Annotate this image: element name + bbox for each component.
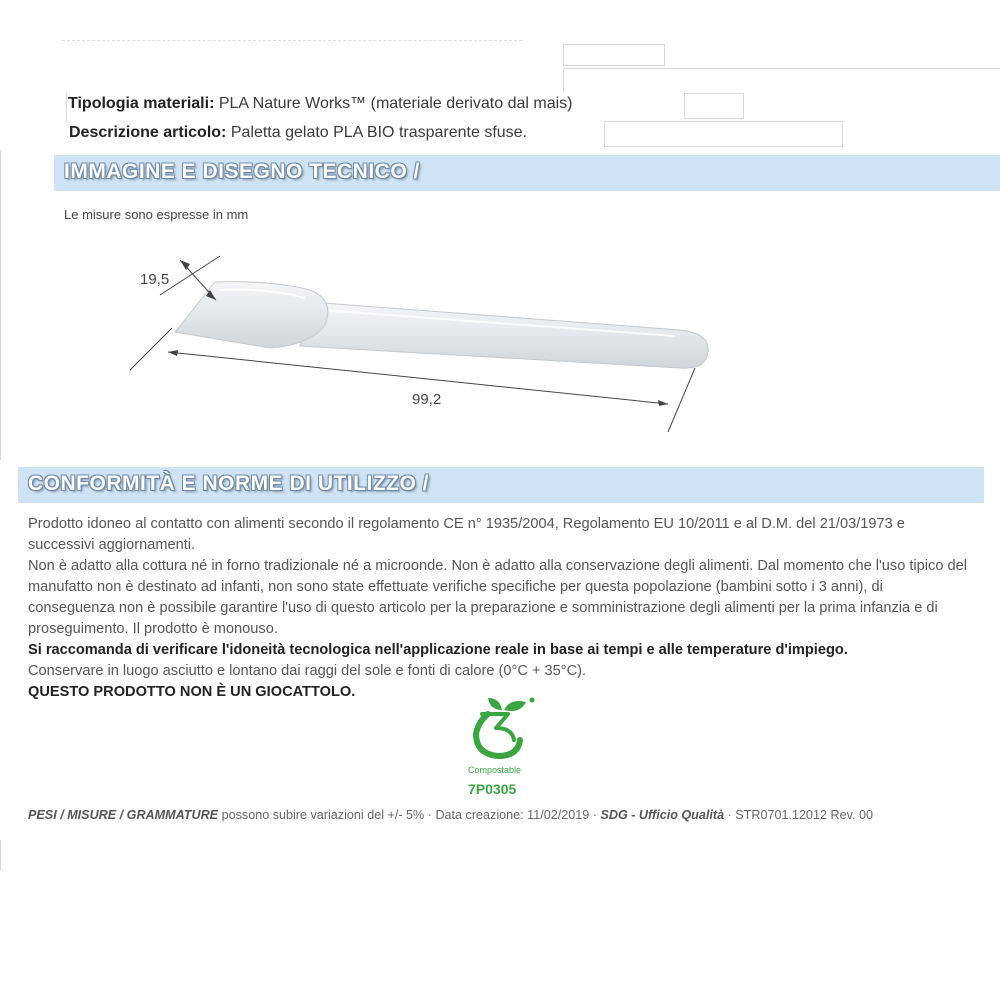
spoon-illustration (175, 282, 708, 369)
left-margin-line (66, 92, 67, 122)
conformity-paragraph: Conservare in luogo asciutto e lontano dai raggi del sole e fonti di calore (0°C + 35°C). (28, 663, 587, 679)
conformity-paragraph: Prodotto idoneo al contatto con alimenti secondo il regolamento CE n° 1935/2004, Regolamento EU 10/2011 e al D.M. del 21/03/1973 e successivi aggiornamenti. (28, 516, 905, 553)
footer-quality-office: SDG - Ufficio Qualità (600, 808, 725, 822)
material-label: Tipologia materiali: (68, 95, 215, 112)
logo-caption: Compostable (468, 765, 522, 775)
technical-drawing (120, 240, 720, 440)
conformity-text (28, 514, 973, 703)
description-value: Paletta gelato PLA BIO trasparente sfuse. (230, 124, 528, 141)
footer-line (28, 808, 873, 822)
left-border-line (0, 840, 1, 870)
units-note: Le misure sono espresse in mm (64, 207, 249, 222)
conformity-paragraph: Non è adatto alla cottura né in forno tradizionale né a microonde. Non è adatto alla conservazione degli alimenti. Dal momento che l'uso tipico del manufatto non è destinato ad infanti, non sono state effettuate verifiche specifiche per questa popolazione (bambini sotto i 3 anni), di conseguenza non è possibile garantire l'uso di questo articolo per la preparazione e somministrazione degli alimenti per la prima infanzia e di proseguimento. Il prodotto è monouso. (28, 558, 967, 637)
section-title-conformity: CONFORMITÀ E NORME DI UTILIZZO / (28, 472, 429, 495)
footer-doc-code: · STR0701.12012 Rev. 00 (724, 808, 873, 822)
logo-code: 7P0305 (468, 781, 517, 797)
header-divider (563, 68, 1000, 69)
material-line (68, 95, 572, 113)
left-border-line (0, 150, 1, 460)
section-title-image: IMMAGINE E DISEGNO TECNICO / (64, 160, 420, 183)
empty-field-box (604, 121, 843, 147)
material-value: PLA Nature Works™ (materiale derivato dal mais) (218, 95, 573, 112)
conformity-warning: Si raccomanda di verificare l'idoneità tecnologica nell'applicazione reale in base ai tempi e alle temperature d'impiego. (28, 642, 848, 658)
header-divider-vertical (563, 68, 564, 92)
empty-field-box (563, 44, 665, 66)
footer-weights-label: PESI / MISURE / GRAMMATURE (28, 808, 219, 822)
empty-field-box (684, 93, 744, 119)
dim-extension-line (668, 368, 695, 432)
toy-warning: QUESTO PRODOTTO NON È UN GIOCATTOLO. (28, 684, 356, 700)
compostable-logo-icon (466, 694, 538, 764)
description-line (69, 124, 527, 142)
dimension-length-label: 99,2 (412, 391, 442, 408)
dimension-width-label: 19,5 (140, 271, 170, 288)
footer-variation-text: possono subire variazioni del +/- 5% · Data creazione: 11/02/2019 · (218, 808, 601, 822)
description-label: Descrizione articolo: (69, 124, 227, 141)
dim-extension-line (130, 328, 172, 370)
top-dashed-divider (62, 40, 522, 41)
